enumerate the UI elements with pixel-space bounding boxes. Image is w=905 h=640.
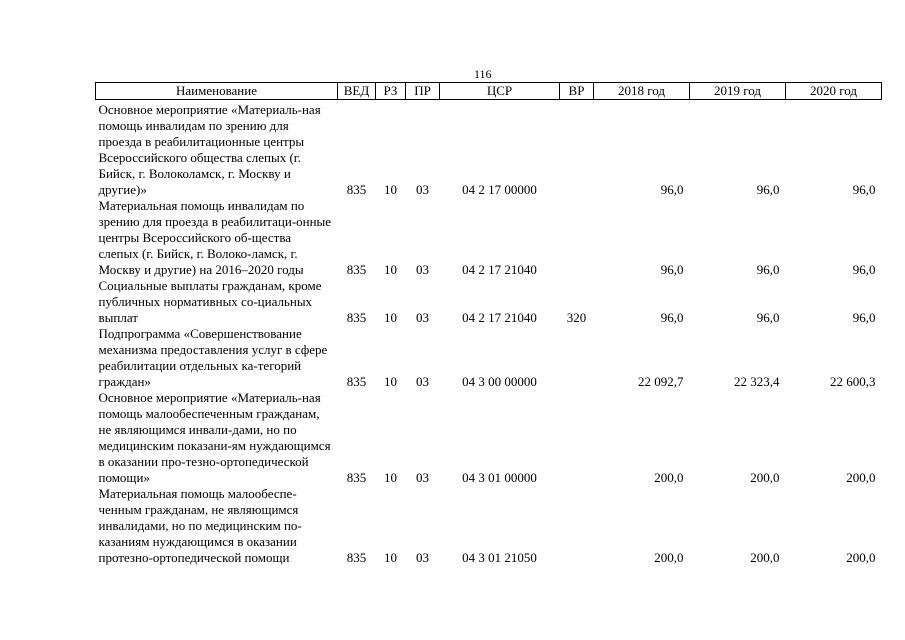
row-ved: 835 bbox=[346, 262, 367, 277]
row-2019: 96,0 bbox=[756, 262, 780, 277]
row-rz: 10 bbox=[384, 262, 397, 277]
row-csr: 04 2 17 00000 bbox=[462, 182, 537, 197]
header-row bbox=[96, 83, 882, 100]
row-rz: 10 bbox=[384, 182, 397, 197]
row-2019: 200,0 bbox=[750, 550, 780, 565]
row-pr: 03 bbox=[416, 310, 429, 325]
row-2020: 200,0 bbox=[846, 550, 876, 565]
row-ved: 835 bbox=[346, 374, 367, 389]
table-row bbox=[96, 486, 882, 566]
row-csr: 04 2 17 21040 bbox=[462, 262, 537, 277]
row-ved: 835 bbox=[346, 182, 367, 197]
row-ved: 835 bbox=[346, 550, 367, 565]
row-vr bbox=[560, 486, 594, 566]
header-pr: ПР bbox=[406, 83, 440, 100]
row-vr bbox=[560, 390, 594, 486]
table-row bbox=[96, 390, 882, 486]
row-2020: 200,0 bbox=[846, 470, 876, 485]
row-2018: 22 092,7 bbox=[638, 374, 684, 389]
row-csr: 04 3 01 00000 bbox=[462, 470, 537, 485]
table-row bbox=[96, 278, 882, 326]
table-body bbox=[96, 100, 882, 567]
row-2018: 200,0 bbox=[654, 470, 684, 485]
table-header bbox=[96, 83, 882, 100]
row-pr: 03 bbox=[416, 182, 429, 197]
row-name: Основное мероприятие «Материаль-ная помощь инвалидам по зрению для проезда в реабилитационные центры Всероссийского общества слепых (г. Бийск, г. Волоколамск, г. Москву и другие)» bbox=[98, 102, 321, 197]
row-name: Материальная помощь малообеспе-ченным гражданам, не являющимся инвалидами, но по медицинским по-казаниям нуждающимся в оказании протезно-ортопедической помощи bbox=[98, 486, 302, 565]
row-pr: 03 bbox=[416, 550, 429, 565]
row-2020: 96,0 bbox=[852, 262, 876, 277]
row-rz: 10 bbox=[384, 470, 397, 485]
header-name: Наименование bbox=[96, 83, 338, 100]
table-row bbox=[96, 326, 882, 390]
row-vr bbox=[560, 100, 594, 199]
row-vr: 320 bbox=[566, 310, 587, 325]
row-vr bbox=[560, 198, 594, 278]
row-rz: 10 bbox=[384, 550, 397, 565]
row-rz: 10 bbox=[384, 310, 397, 325]
row-2018: 96,0 bbox=[660, 182, 684, 197]
table-row bbox=[96, 100, 882, 199]
row-2019: 96,0 bbox=[756, 310, 780, 325]
row-2019: 96,0 bbox=[756, 182, 780, 197]
row-2019: 22 323,4 bbox=[734, 374, 780, 389]
row-pr: 03 bbox=[416, 262, 429, 277]
row-name: Социальные выплаты гражданам, кроме публичных нормативных со-циальных выплат bbox=[98, 278, 322, 325]
header-rz: РЗ bbox=[376, 83, 406, 100]
row-name: Подпрограмма «Совершенствование механизма предоставления услуг в сфере реабилитации отдельных ка-тегорий граждан» bbox=[98, 326, 328, 389]
row-2018: 96,0 bbox=[660, 310, 684, 325]
row-2018: 96,0 bbox=[660, 262, 684, 277]
row-2018: 200,0 bbox=[654, 550, 684, 565]
row-2020: 22 600,3 bbox=[830, 374, 876, 389]
header-vr: ВР bbox=[560, 83, 594, 100]
row-name: Материальная помощь инвалидам по зрению для проезда в реабилитаци-онные центры Всероссийского об-щества слепых (г. Бийск, г. Волоко-ламск, г. Москву и другие) на 2016–2020 годы bbox=[98, 198, 332, 277]
table-row bbox=[96, 198, 882, 278]
row-pr: 03 bbox=[416, 470, 429, 485]
row-ved: 835 bbox=[346, 310, 367, 325]
header-2018: 2018 год bbox=[594, 83, 690, 100]
row-name: Основное мероприятие «Материаль-ная помощь малообеспеченным гражданам, не являющимся инвали-дами, но по медицинским показани-ям нуждающимся в оказании про-тезно-ортопедической помощи» bbox=[98, 390, 331, 485]
header-csr: ЦСР bbox=[440, 83, 560, 100]
header-ved: ВЕД bbox=[338, 83, 376, 100]
row-csr: 04 2 17 21040 bbox=[462, 310, 537, 325]
row-2020: 96,0 bbox=[852, 310, 876, 325]
row-2020: 96,0 bbox=[852, 182, 876, 197]
row-rz: 10 bbox=[384, 374, 397, 389]
row-2019: 200,0 bbox=[750, 470, 780, 485]
row-vr bbox=[560, 326, 594, 390]
budget-table bbox=[95, 82, 882, 566]
page-number: 116 bbox=[474, 67, 492, 81]
row-csr: 04 3 01 21050 bbox=[462, 550, 537, 565]
row-csr: 04 3 00 00000 bbox=[462, 374, 537, 389]
header-2020: 2020 год bbox=[786, 83, 882, 100]
row-ved: 835 bbox=[346, 470, 367, 485]
header-2019: 2019 год bbox=[690, 83, 786, 100]
row-pr: 03 bbox=[416, 374, 429, 389]
